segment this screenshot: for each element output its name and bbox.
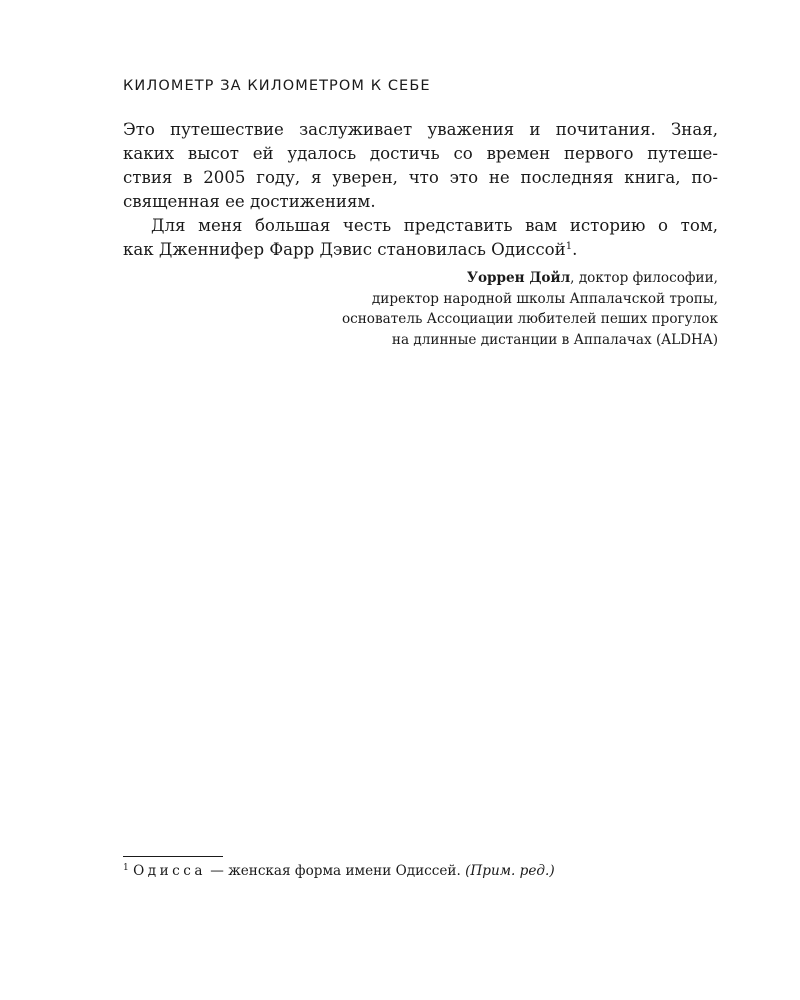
footnote — [123, 861, 555, 881]
footnote-term: Одисса — [133, 863, 206, 879]
text-line: ствия в 2005 году, я уверен, что это не последняя книга, по- — [123, 168, 718, 187]
footnote-marker: 1 — [123, 863, 129, 873]
signature-block — [342, 268, 718, 350]
footnote-reference: 1 — [565, 241, 573, 252]
running-head: КИЛОМЕТР ЗА КИЛОМЕТРОМ К СЕБЕ — [123, 78, 431, 94]
footnote-divider — [123, 856, 223, 857]
sentence-end: . — [572, 240, 578, 259]
author-degree: , доктор философии, — [570, 270, 718, 286]
editor-note: (Прим. ред.) — [465, 863, 555, 879]
signature-line: на длинные дистанции в Аппалачах (ALDHA) — [391, 331, 718, 348]
text-line: священная ее достижениям. — [123, 192, 376, 211]
author-name: Уоррен Дойл — [466, 270, 571, 286]
body-text — [123, 118, 718, 262]
text-line — [123, 238, 718, 262]
text-fragment: как Дженнифер Фарр Дэвис становилась Одиссой — [123, 240, 566, 259]
paragraph-1 — [123, 118, 718, 214]
text-line: Это путешествие заслуживает уважения и почитания. Зная, — [123, 120, 718, 139]
text-line: Для меня большая честь представить вам историю о том, — [151, 216, 718, 235]
footnote-text: — женская форма имени Одиссей. — [205, 863, 466, 879]
signature-line: директор народной школы Аппалачской тропы, — [371, 290, 718, 307]
signature-line: основатель Ассоциации любителей пеших прогулок — [341, 311, 718, 327]
paragraph-2 — [123, 214, 718, 262]
signature-line — [342, 268, 718, 289]
text-line: каких высот ей удалось достичь со времен первого путеше- — [123, 144, 718, 163]
